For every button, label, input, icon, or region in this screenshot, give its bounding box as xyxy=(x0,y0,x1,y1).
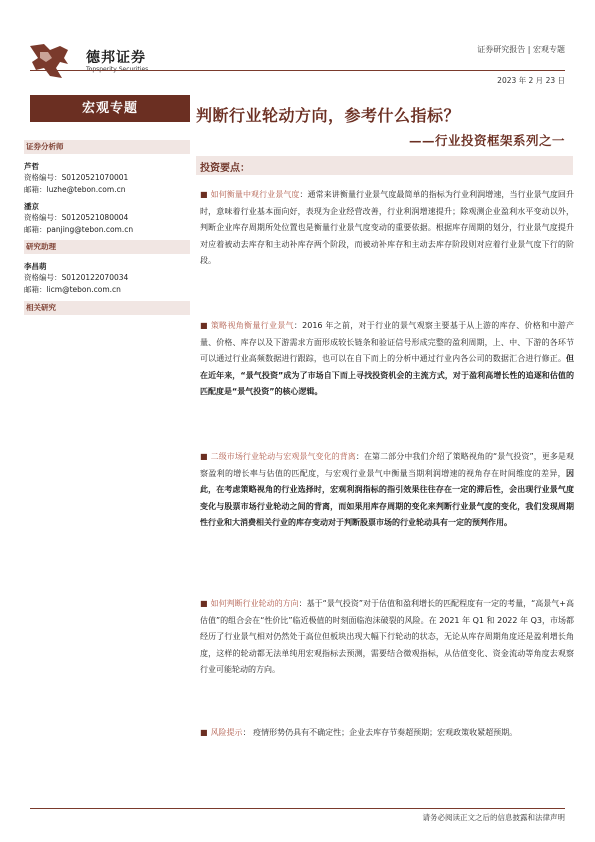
assistant-cert: 资格编号：S0120122070034 xyxy=(24,273,129,282)
paragraph-emphasis: 因此，在考虑策略视角的行业选择时，宏观利润指标的指引效果往往存在一定的滞后性，会出现行业景气度变化与股票市场行业轮动之间的背离，而如果用库存周期的变化来判断行业景气度的变化，我们发现周期性行业和大消费相关行业的库存变动对于判断股票市场的行业轮动具有一定的预判作用。 xyxy=(200,468,574,527)
paragraph-text: ：基于“景气投资”对于估值和盈利增长的匹配程度有一定的考量，“高景气+高估值”的组合会在“性价比”临近极值的时刻面临泡沫破裂的风险。在 2021 年 Q1 和 2022 年 Q3，市场都经历了行业景气相对仍然处于高位但板块出现大幅下行轮动的状态，无论从库存周期角度还是盈利增长角度，这样的轮动都无法单纯用宏观指标去预测，需要结合微观指标，从估值变化、资金流动等角度去观察行业可能轮动的方向。 xyxy=(200,599,575,674)
bullet-icon: ■ xyxy=(200,321,208,330)
key-point-paragraph xyxy=(200,449,574,532)
analyst-email[interactable]: 邮箱：panjing@tebon.com.cn xyxy=(24,225,134,234)
paragraph-lead: 策略视角衡量行业景气 xyxy=(210,321,294,330)
report-type: 证券研究报告 | 宏观专题 xyxy=(477,45,565,54)
footer-divider xyxy=(30,808,565,809)
paragraph-text: ： 疫情形势仍具有不确定性；企业去库存节奏超预期；宏观政策收紧超预期。 xyxy=(242,728,518,737)
paragraph-text: ：2016 年之前，对于行业的景气观察主要基于从上游的库存、价格和中游产量、价格、库存以及下游需求方面形成较长链条和验证信号形成完整的盈利周期，上、中、下游的各环节可以通过行业高频数据进行跟踪，也可以在自下而上的分析中通过行业内各公司的数据汇合进行修正。 xyxy=(200,321,574,363)
key-points-bar xyxy=(196,156,573,175)
section-banner: 宏观专题 xyxy=(30,95,190,122)
paragraph-lead: 二级市场行业轮动与宏观景气变化的背离 xyxy=(210,452,356,461)
paragraph-text: ：在第二部分中我们介绍了策略视角的“景气投资”，更多是观察盈利的增长率与估值的匹配度，与宏观行业景气中衡量当期利润增速的视角存在时间维度的差异， xyxy=(200,452,575,478)
key-point-paragraph xyxy=(200,318,574,401)
analyst-name: 芦哲 xyxy=(24,162,39,171)
related-research-heading: 相关研究 xyxy=(24,301,190,315)
assistant-email[interactable]: 邮箱：licm@tebon.com.cn xyxy=(24,285,121,294)
bullet-icon: ■ xyxy=(200,190,208,199)
disclaimer-note: 请务必阅读正文之后的信息披露和法律声明 xyxy=(422,813,565,822)
analyst-cert: 资格编号：S0120521070001 xyxy=(24,173,129,182)
paragraph-lead: 如何判断行业轮动的方向 xyxy=(210,599,299,608)
key-points-label: 投资要点： xyxy=(200,163,250,174)
report-title: 判断行业轮动方向，参考什么指标？ xyxy=(196,106,461,125)
key-point-paragraph xyxy=(200,596,574,679)
paragraph-lead: 风险提示 xyxy=(210,728,243,737)
paragraph-text: ：通常来讲衡量行业景气度最简单的指标为行业利润增速，当行业景气度回升时，意味着行业基本面向好，表现为企业经营改善，行业利润增速提升；除观测企业盈利水平变动以外，判断企业库存周期所处位置也是衡量行业景气度变动的重要依据。根据库存周期的划分，行业景气度提升对应着被动去库存和主动补库存两个阶段，而被动补库存和主动去库存阶段则对应着行业景气度下行的阶段。 xyxy=(200,190,575,265)
analyst-heading: 证券分析师 xyxy=(24,140,190,154)
key-point-paragraph xyxy=(200,187,574,270)
report-subtitle: ——行业投资框架系列之一 xyxy=(408,133,565,148)
analyst-cert: 资格编号：S0120521080004 xyxy=(24,213,129,222)
header-divider xyxy=(30,70,565,71)
analyst-email[interactable]: 邮箱：luzhe@tebon.com.cn xyxy=(24,185,126,194)
report-date: 2023 年 2 月 23 日 xyxy=(497,76,565,85)
assistant-heading: 研究助理 xyxy=(24,240,190,254)
paragraph-lead: 如何衡量中观行业景气度 xyxy=(210,190,300,199)
tebon-logo-icon xyxy=(26,40,72,82)
assistant-name: 李昌萌 xyxy=(24,262,47,271)
risk-paragraph xyxy=(200,725,574,742)
brand-name-cn: 德邦证券 xyxy=(86,50,146,66)
analyst-name: 潘京 xyxy=(24,202,39,211)
paragraph-emphasis: 但在近年来，“景气投资”成为了市场自下而上寻找投资机会的主流方式，对于盈利高增长性的追逐和估值的匹配度是“景气投资”的核心逻辑。 xyxy=(200,354,574,396)
bullet-icon: ■ xyxy=(200,452,208,461)
bullet-icon: ■ xyxy=(200,599,208,608)
bullet-icon: ■ xyxy=(200,728,208,737)
